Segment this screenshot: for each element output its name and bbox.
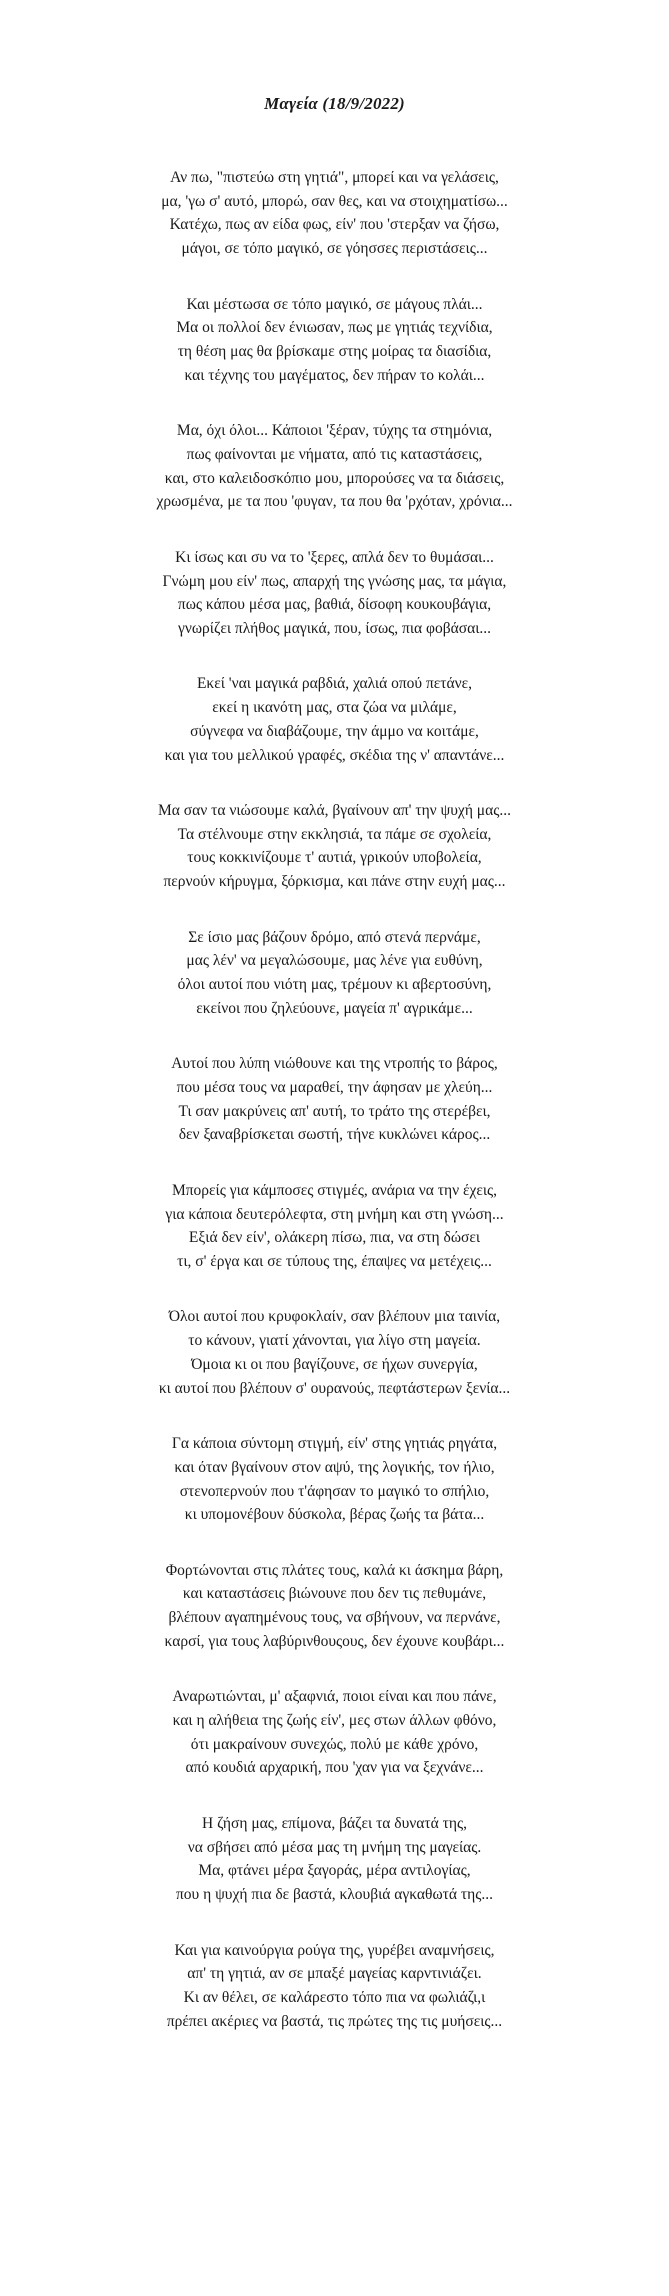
poem-line: μας λέν' να μεγαλώσουμε, μας λένε για ευθύνη, bbox=[186, 952, 483, 970]
poem-line: περνούν κήρυγμα, ξόρκισμα, και πάνε στην ευχή μας... bbox=[163, 873, 506, 891]
poem-line: Κι αν θέλει, σε καλάρεστο τόπο πια να φωλιάζι,ι bbox=[183, 1988, 486, 2006]
poem-line: πως φαίνονται με νήματα, από τις καταστάσεις, bbox=[186, 445, 483, 463]
poem-line: Κι ίσως και συ να το 'ξερες, απλά δεν το θυμάσαι... bbox=[175, 548, 494, 566]
poem-line: τη θέση μας θα βρίσκαμε στης μοίρας τα διασίδια, bbox=[177, 343, 492, 361]
poem-line: και για του μελλικού γραφές, σκέδια της ν' απαντάνε... bbox=[164, 746, 505, 764]
poem-line: όλοι αυτοί που νιότη μας, τρέμουν κι αβερτοσύνη, bbox=[177, 976, 492, 994]
stanza bbox=[0, 1939, 669, 2034]
poem-line: κι αυτοί που βλέπουν σ' ουρανούς, πεφτάστερων ξενία... bbox=[158, 1379, 511, 1397]
stanza bbox=[0, 799, 669, 894]
poem-line: Και μέστωσα σε τόπο μαγικό, σε μάγους πλάι... bbox=[186, 295, 483, 313]
stanza bbox=[0, 293, 669, 388]
poem-line: δεν ξαναβρίσκεται σωστή, τήνε κυκλώνει κάρος... bbox=[178, 1126, 491, 1144]
poem-line: Η ζήση μας, επίμονα, βάζει τα δυνατά της, bbox=[202, 1814, 467, 1832]
poem-line: και η αλήθεια της ζωής είν', μες στων άλλων φθόνο, bbox=[172, 1712, 497, 1730]
poem-line: και όταν βγαίνουν στον αψύ, της λογικής, τον ήλιο, bbox=[174, 1458, 495, 1476]
poem-line: που μέσα τους να μαραθεί, την άφησαν με χλεύη... bbox=[176, 1078, 493, 1096]
stanza bbox=[0, 546, 669, 641]
stanza bbox=[0, 1812, 669, 1907]
poem-line: τους κοκκινίζουμε τ' αυτιά, γρικούν υποβολεία, bbox=[187, 849, 482, 867]
poem-line: Κατέχω, πως αν είδα φως, είν' που 'στερξαν να ζήσω, bbox=[169, 216, 500, 234]
stanza bbox=[0, 1305, 669, 1400]
poem-line: βλέπουν αγαπημένους τους, να σβήνουν, να περνάνε, bbox=[168, 1609, 501, 1627]
poem-line: πως κάπου μέσα μας, βαθιά, δίσοφη κουκουβάγια, bbox=[177, 596, 492, 614]
poem-line: Γνώμη μου είν' πως, απαρχή της γνώσης μας, τα μάγια, bbox=[162, 572, 507, 590]
stanza bbox=[0, 166, 669, 261]
poem-line: χρωσμένα, με τα που 'φυγαν, τα που θα 'ρχόταν, χρόνια... bbox=[156, 493, 513, 511]
poem-line: Αναρωτιώνται, μ' αξαφνιά, ποιοι είναι και που πάνε, bbox=[172, 1688, 497, 1706]
poem-line: εκείνοι που ζηλεύουνε, μαγεία π' αγρικάμε... bbox=[196, 999, 473, 1017]
poem-line: εκεί η ικανότη μας, στα ζώα να μιλάμε, bbox=[212, 699, 457, 717]
poem-line: απ' τη γητιά, αν σε μπαξέ μαγείας καρντινιάζει. bbox=[187, 1965, 482, 1983]
stanza bbox=[0, 1685, 669, 1780]
poem-line: Μα σαν τα νιώσουμε καλά, βγαίνουν απ' την ψυχή μας... bbox=[157, 802, 511, 820]
poem-line: Μα, φτάνει μέρα ξαγοράς, μέρα αντιλογίας, bbox=[198, 1862, 471, 1880]
poem-line: στενοπερνούν που τ'άφησαν το μαγικό το σπήλιο, bbox=[179, 1482, 490, 1500]
poem-line: Όλοι αυτοί που κρυφοκλαίν, σαν βλέπουν μια ταινία, bbox=[168, 1308, 501, 1326]
poem-line: και, στο καλειδοσκόπιο μου, μπορούσες να τα διάσεις, bbox=[164, 469, 505, 487]
poem-line: Τα στέλνουμε στην εκκλησιά, τα πάμε σε σχολεία, bbox=[177, 825, 492, 843]
stanza bbox=[0, 1179, 669, 1274]
poem-line: Αυτοί που λύπη νιώθουνε και της ντροπής το βάρος, bbox=[171, 1055, 498, 1073]
poem-line: μα, 'γω σ' αυτό, μπορώ, σαν θες, και να στοιχηματίσω... bbox=[161, 192, 508, 210]
poem-line: πρέπει ακέριες να βαστά, τις πρώτες της τις μυήσεις... bbox=[166, 2012, 503, 2030]
poem-line: Και για καινούργια ρούγα της, γυρέβει αναμνήσεις, bbox=[174, 1941, 495, 1959]
stanza bbox=[0, 1432, 669, 1527]
poem-line: Μα οι πολλοί δεν ένιωσαν, πως με γητιάς τεχνίδια, bbox=[176, 319, 493, 337]
poem-line: Μπορείς για κάμποσες στιγμές, ανάρια να την έχεις, bbox=[171, 1181, 498, 1199]
poem-line: Αν πω, "πιστεύω στη γητιά", μπορεί και να γελάσεις, bbox=[170, 169, 499, 186]
stanza bbox=[0, 1559, 669, 1654]
poem-line: και τέχνης του μαγέματος, δεν πήραν το κολάι... bbox=[184, 366, 485, 384]
stanza bbox=[0, 1052, 669, 1147]
stanza bbox=[0, 926, 669, 1021]
poem-line: κι υπομονέβουν δύσκολα, βέρας ζωής τα βάτα... bbox=[184, 1506, 485, 1524]
poem-title: Μαγεία (18/9/2022) bbox=[264, 94, 405, 113]
poem-line: Γα κάποια σύντομη στιγμή, είν' στης γητιάς ρηγάτα, bbox=[171, 1435, 498, 1453]
poem-line: από κουδιά αρχαρική, που 'χαν για να ξεχνάνε... bbox=[185, 1759, 484, 1777]
poem-line: για κάποια δευτερόλεφτα, στη μνήμη και στη γνώση... bbox=[165, 1205, 504, 1223]
stanza bbox=[0, 672, 669, 767]
poem-line: Φορτώνονται στις πλάτες τους, καλά κι άσκημα βάρη, bbox=[165, 1561, 504, 1579]
poem-line: Σε ίσιο μας βάζουν δρόμο, από στενά περνάμε, bbox=[188, 928, 481, 946]
stanza bbox=[0, 419, 669, 514]
poem-line: που η ψυχή πια δε βαστά, κλουβιά αγκαθωτά της... bbox=[175, 1886, 493, 1904]
poem-line: σύγνεφα να διαβάζουμε, την άμμο να κοιτάμε, bbox=[190, 722, 479, 740]
poem-line: να σβήσει από μέσα μας τη μνήμη της μαγείας. bbox=[187, 1838, 482, 1856]
poem-line: το κάνουν, γιατί χάνονται, για λίγο στη μαγεία. bbox=[188, 1332, 481, 1350]
poem-line: καρσί, για τους λαβύρινθουςους, δεν έχουνε κουβάρι... bbox=[164, 1632, 505, 1650]
poem-line: Μα, όχι όλοι... Κάποιοι 'ξέραν, τύχης τα στημόνια, bbox=[176, 422, 493, 440]
poem-line: τι, σ' έργα και σε τύπους της, έπαψες να μετέχεις... bbox=[177, 1252, 492, 1270]
poem-line: ότι μακραίνουν συνεχώς, πολύ με κάθε χρόνο, bbox=[190, 1735, 479, 1753]
poem-line: Όμοια κι οι που βαγίζουνε, σε ήχων συνεργία, bbox=[191, 1355, 478, 1373]
poem-line: Εκεί 'ναι μαγικά ραβδιά, χαλιά οπού πετάνε, bbox=[196, 675, 473, 693]
poem-line: και καταστάσεις βιώνουνε που δεν τις πεθυμάνε, bbox=[182, 1585, 487, 1603]
poem-body bbox=[0, 166, 669, 2033]
poem-line: γνωρίζει πλήθος μαγικά, που, ίσως, πια φοβάσαι... bbox=[177, 619, 491, 637]
poem-line: μάγοι, σε τόπο μαγικό, σε γόησσες περιστάσεις... bbox=[181, 240, 488, 258]
poem-line: Τι σαν μακρύνεις απ' αυτή, το τράτο της στερέβει, bbox=[178, 1102, 491, 1120]
poem-line: Εξιά δεν είν', ολάκερη πίσω, πια, να στη δώσει bbox=[188, 1229, 481, 1247]
